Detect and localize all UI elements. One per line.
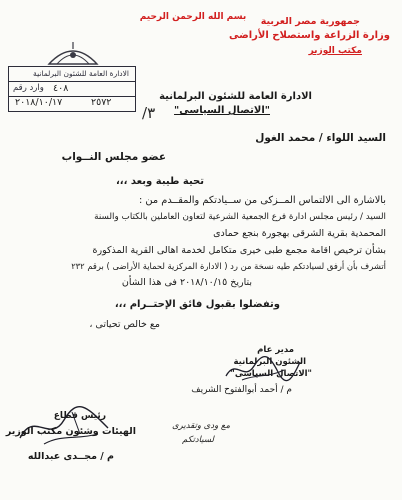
head-line-1: رئيس قطاع: [53, 411, 106, 421]
body-line-4: بشأن ترخيص اقامة مجمع طبى خيرى متكامل لخدمة اهالى القرية المذكورة: [92, 245, 386, 256]
recipient-title: عضو مجلس النــواب: [61, 151, 166, 163]
regards-line: مع خالص تحياتى ،: [89, 319, 160, 330]
handwritten-mark: ٣/: [142, 104, 156, 122]
closing-line: وتفضلوا بقبول فائق الإحتــرام ،،،: [114, 299, 280, 310]
department-line-2: "الاتصال السياسى": [174, 105, 270, 116]
ministry-seal-icon: [44, 40, 102, 66]
stamp-serial-value: ٢٥٧٢: [91, 97, 112, 108]
body-line-6: بتاريخ ٢٠١٨/١٠/١٥ فى هذا الشأن: [121, 277, 252, 288]
head-line-2: الهيئات وشئون مكتب الوزير: [5, 426, 136, 437]
ministry-line-1: جمهورية مصر العربية: [260, 16, 360, 27]
greeting: تحية طيبة وبعد ،،،: [116, 176, 204, 187]
ministry-line-3: مكتب الوزير: [308, 46, 362, 56]
handwritten-note-line-2: لسيادتكم: [182, 435, 214, 445]
stamp-date-value: ٢٠١٨/١٠/١٧: [15, 97, 63, 108]
stamp-divider: [9, 81, 135, 82]
director-line-2: الشئون البرلمانية: [233, 357, 306, 367]
basmala: بسم الله الرحمن الرحيم: [139, 12, 247, 22]
body-line-2: السيد / رئيس مجلس ادارة فرع الجمعية الشرعية لتعاون العاملين بالكتاب والسنة: [94, 212, 386, 222]
head-name: م / مجــدى عبدالله: [27, 451, 114, 462]
director-line-1: مدير عام: [257, 345, 294, 355]
body-line-5: أتشرف بأن أرفق لسيادتكم طيه نسخة من رد ( الادارة المركزية لحماية الأراضى ) برقم ٢٣٢: [71, 261, 386, 271]
director-name: م / أحمد أبوالفتوح الشريف: [191, 385, 292, 395]
stamp-number-value: ٤٠٨: [53, 83, 69, 94]
stamp-number-label: وارد رقم: [13, 83, 44, 93]
stamp-title: الادارة العامة للشئون البرلمانية: [33, 69, 129, 78]
handwritten-note-line-1: مع ودى وتقديرى: [172, 421, 230, 431]
received-stamp: [8, 66, 136, 112]
body-line-1: بالاشارة الى الالتماس المــزكى من ســيادتكم والمقــدم من :: [139, 195, 386, 206]
department-line-1: الادارة العامة للشئون البرلمانية: [159, 91, 312, 102]
body-line-3: المحمدية بقرية الشرقى بهجورة بنجع حمادى: [213, 228, 386, 239]
ministry-line-2: وزارة الزراعة واستصلاح الأراضى: [228, 30, 390, 41]
recipient-name: السيد اللواء / محمد الغول: [255, 132, 386, 144]
director-line-3: "الاتصال السياسى": [230, 369, 312, 379]
director-signature-icon: [222, 354, 302, 384]
